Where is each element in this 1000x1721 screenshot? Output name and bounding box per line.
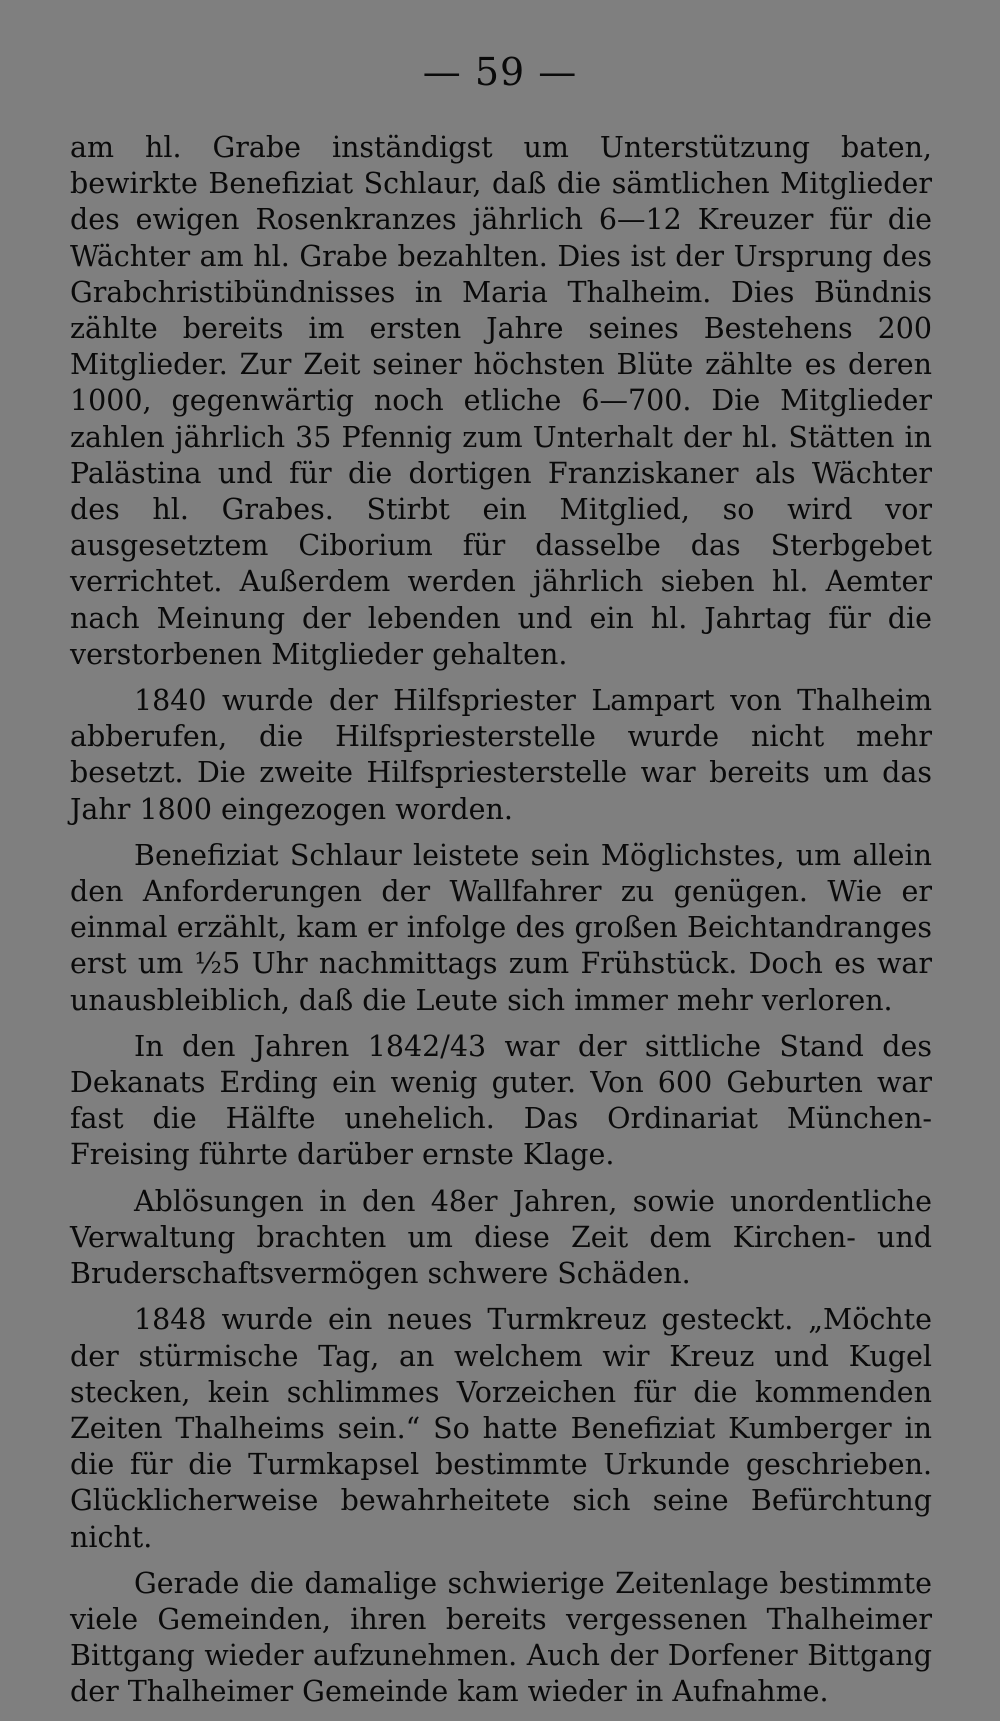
paragraph-1: am hl. Grabe inständigst um Unterstützung baten, bewirkte Benefiziat Schlaur, daß die sämtlichen Mitglieder des ewigen Rosenkranzes jährlich 6—12 Kreuzer für die Wächter am hl. Grabe bezahlten. Dies ist der Ursprung des Grabchristibündnisses in Maria Thalheim. Dies Bündnis zählte bereits im ersten Jahre seines Bestehens 200 Mitglieder. Zur Zeit seiner höchsten Blüte zählte es deren 1000, gegenwärtig noch etliche 6—700. Die Mitglieder zahlen jährlich 35 Pfennig zum Unterhalt der hl. Stätten in Palästina und für die dortigen Franziskaner als Wächter des hl. Grabes. Stirbt ein Mitglied, so wird vor ausgesetztem Ciborium für dasselbe das Sterbgebet verrichtet. Außerdem werden jährlich sieben hl. Aemter nach Meinung der lebenden und ein hl. Jahrtag für die verstorbenen Mitglieder gehalten.	[70, 131, 932, 671]
paragraph-6: 1848 wurde ein neues Turmkreuz gesteckt. „Möchte der stürmische Tag, an welchem wir Kreuz und Kugel stecken, kein schlimmes Vorzeichen für die kommenden Zeiten Thalheims sein.“ So hatte Benefiziat Kumberger in die für die Turmkapsel bestimmte Urkunde geschrieben. Glücklicherweise bewahrheitete sich seine Befürchtung nicht.	[70, 1303, 932, 1554]
paragraph-4: In den Jahren 1842/43 war der sittliche Stand des Dekanats Erding ein wenig guter. Von 600 Geburten war fast die Hälfte unehelich. Das Ordinariat München-Freising führte darüber ernste Klage.	[70, 1029, 932, 1172]
page-number: — 59 —	[422, 50, 578, 94]
body-text	[70, 130, 932, 1721]
paragraph-3: Benefiziat Schlaur leistete sein Möglichstes, um allein den Anforderungen der Wallfahrer zu genügen. Wie er einmal erzählt, kam er infolge des großen Beichtandranges erst um ½5 Uhr nachmittags zum Frühstück. Doch es war unausbleiblich, daß die Leute sich immer mehr verloren.	[70, 838, 932, 1017]
paragraph-2: 1840 wurde der Hilfspriester Lampart von Thalheim abberufen, die Hilfspriesterstelle wurde nicht mehr besetzt. Die zweite Hilfspriesterstelle war bereits um das Jahr 1800 eingezogen worden.	[70, 684, 932, 826]
paragraph-5: Ablösungen in den 48er Jahren, sowie unordentliche Verwaltung brachten um diese Zeit dem Kirchen- und Bruderschaftsvermögen schwere Schäden.	[70, 1184, 932, 1291]
paragraph-7: Gerade die damalige schwierige Zeitenlage bestimmte viele Gemeinden, ihren bereits vergessenen Thalheimer Bittgang wieder aufzunehmen. Auch der Dorfener Bittgang der Thalheimer Gemeinde kam wieder in Aufnahme.	[70, 1566, 932, 1709]
